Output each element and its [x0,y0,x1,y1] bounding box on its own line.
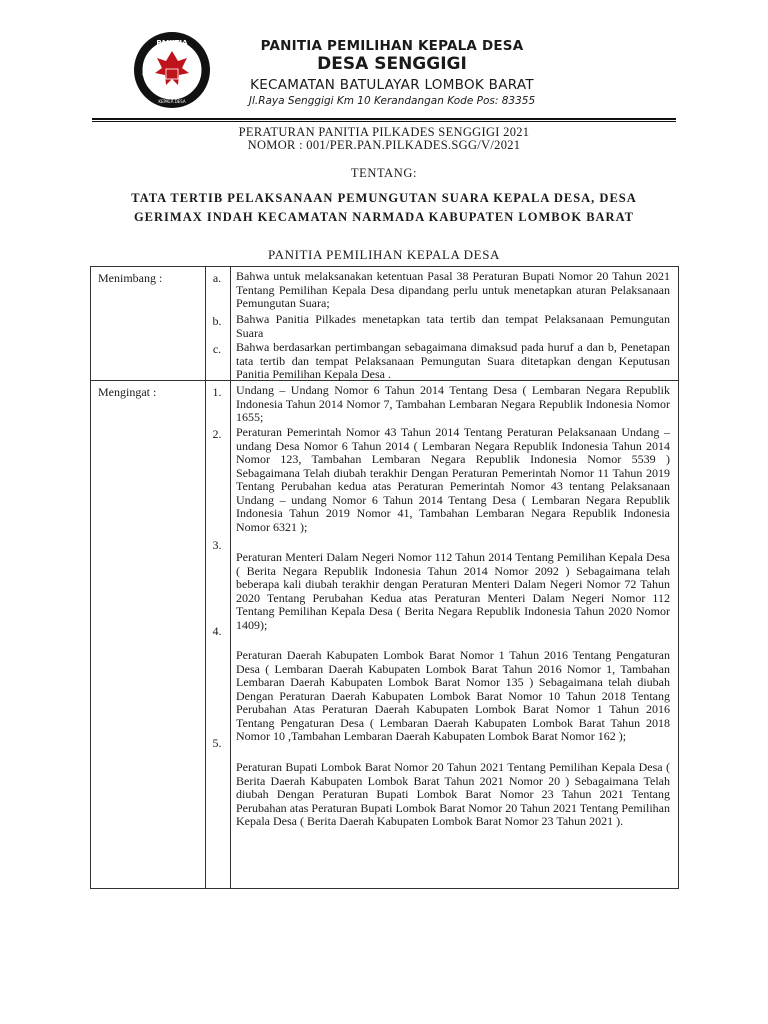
list-item: Peraturan Pemerintah Nomor 43 Tahun 2014 Tentang Peraturan Pelaksanaan Undang – undang Desa Nomor 6 Tahun 2014 ( Lembaran Negara Republik Indonesia Tahun 2014 Nomor 123, Tambahan Lembaran Negara Republik Indonesia Nomor 5539 ) Sebagaimana Telah diubah terakhir Dengan Peraturan Pemerintah Nomor 11 Tahun 2019 Tentang Perubahan kedua atas Peraturan Pemerintah Nomor 43 tentang Pelaksanaan Undang – undang Nomor 6 Tahun 2014 Tentang Desa ( Lembaran Negara Republik Indonesia Tahun 2019 Nomor 41, Tambahan Lembaran Negara Republik Indonesia Nomor 6321 ); [236,425,670,534]
menimbang-label: Menimbang : [98,271,163,285]
list-marker: 1. [212,385,222,399]
list-item: Bahwa Panitia Pilkades menetapkan tata tertib dan tempat Pelaksanaan Pemungutan Suara [236,312,670,340]
logo-text-top: PANITIA [156,39,188,47]
about-heading: TENTANG: [350,166,418,180]
regulation-title: PERATURAN PANITIA PILKADES SENGGIGI 2021 [238,125,530,139]
list-item: Peraturan Daerah Kabupaten Lombok Barat Nomor 1 Tahun 2016 Tentang Pengaturan Desa ( Lembaran Daerah Kabupaten Lombok Barat Tahun 2016 Nomor 1, Tambahan Lembaran Daerah Kabupaten Lombok Barat Nomor 135 ) Sebagaimana telah diubah Dengan Peraturan Daerah Kabupaten Lombok Barat Nomor 10 Tahun 2018 Tentang Perubahan Atas Peraturan Daerah Kabupaten Lombok Barat Nomor 1 Tahun 2016 Tentang Pengaturan Desa ( Lembaran Daerah Kabupaten Lombok Barat Tahun 2018 Nomor 10 ,Tambahan Lembaran Daerah Kabupaten Lombok Barat Nomor 162 ); [236,648,670,743]
table-divider [230,267,231,888]
list-item: Bahwa berdasarkan pertimbangan sebagaimana dimaksud pada huruf a dan b, Penetapan tata tertib dan tempat Pelaksanaan Pemungutan Suara ditetapkan dengan Keputusan Panitia Pemilihan Kepala Desa . [236,340,670,381]
list-item: Peraturan Menteri Dalam Negeri Nomor 112 Tahun 2014 Tentang Pemilihan Kepala Desa ( Berita Negara Republik Indonesia Tahun 2014 Nomor 2092 ) Sebagaimana telah beberapa kali diubah terakhir dengan Peraturan Menteri Dalam Negeri Nomor 72 Tahun 2020 Tentang Perubahan Kedua atas Peraturan Menteri Dalam Negeri Nomor 112 Tentang Pemilihan Kepala Desa ( Berita Negara Republik Indonesia Tahun 2020 Nomor 1409); [236,550,670,632]
mengingat-label: Mengingat : [98,385,157,399]
header-address: Jl.Raya Senggigi Km 10 Kerandangan Kode Pos: 83355 [248,95,536,107]
logo-text-left: PEMILIHAN [141,58,151,77]
considerations-table [90,266,679,889]
header-village-name: DESA SENGGIGI [317,54,467,74]
committee-logo [133,31,211,109]
list-marker: a. [212,271,222,285]
regulation-number: NOMOR : 001/PER.PAN.PILKADES.SGG/V/2021 [247,138,521,152]
table-divider [205,267,206,888]
issuer-heading: PANITIA PEMILIHAN KEPALA DESA [267,247,501,262]
header-committee-name: PANITIA PEMILIHAN KEPALA DESA [260,38,524,54]
list-marker: 2. [212,427,222,441]
regulation-subject: TATA TERTIB PELAKSANAAN PEMUNGUTAN SUARA KEPALA DESA, DESA GERIMAX INDAH KECAMATAN NARMADA KABUPATEN LOMBOK BARAT [131,191,637,224]
header-district: KECAMATAN BATULAYAR LOMBOK BARAT [250,77,534,93]
list-marker: b. [212,314,222,328]
list-item: Bahwa untuk melaksanakan ketentuan Pasal 38 Peraturan Bupati Nomor 20 Tahun 2021 Tentang Pemilihan Kepala Desa dipandang perlu untuk menetapkan aturan Pelaksanaan Pemungutan Suara; [236,269,670,310]
header-divider-thin [92,121,676,122]
list-item: Undang – Undang Nomor 6 Tahun 2014 Tentang Desa ( Lembaran Negara Republik Indonesia Tahun 2014 Nomor 7, Tambahan Lembaran Negara Republik Indonesia Nomor 1655; [236,383,670,424]
list-marker: c. [212,342,222,356]
list-marker: 3. [212,538,222,552]
logo-text-bottom: KEPALA DESA [158,99,186,104]
header-divider [92,118,676,120]
list-marker: 4. [212,624,222,638]
logo-text-right: SENGGIGI [192,70,202,87]
list-item: Peraturan Bupati Lombok Barat Nomor 20 Tahun 2021 Tentang Pemilihan Kepala Desa ( Berita Daerah Kabupaten Lombok Barat Tahun 2021 Nomor 20 ) Sebagaimana Telah diubah Dengan Peraturan Bupati Lombok Barat Nomor 23 Tahun 2021 Tentang Perubahan atas Peraturan Bupati Lombok Barat Nomor 20 Tahun 2021 Tentang Pemilihan Kepala Desa ( Berita Daerah Kabupaten Lombok Barat Nomor 23 Tahun 2021 ). [236,760,670,828]
list-marker: 5. [212,736,222,750]
